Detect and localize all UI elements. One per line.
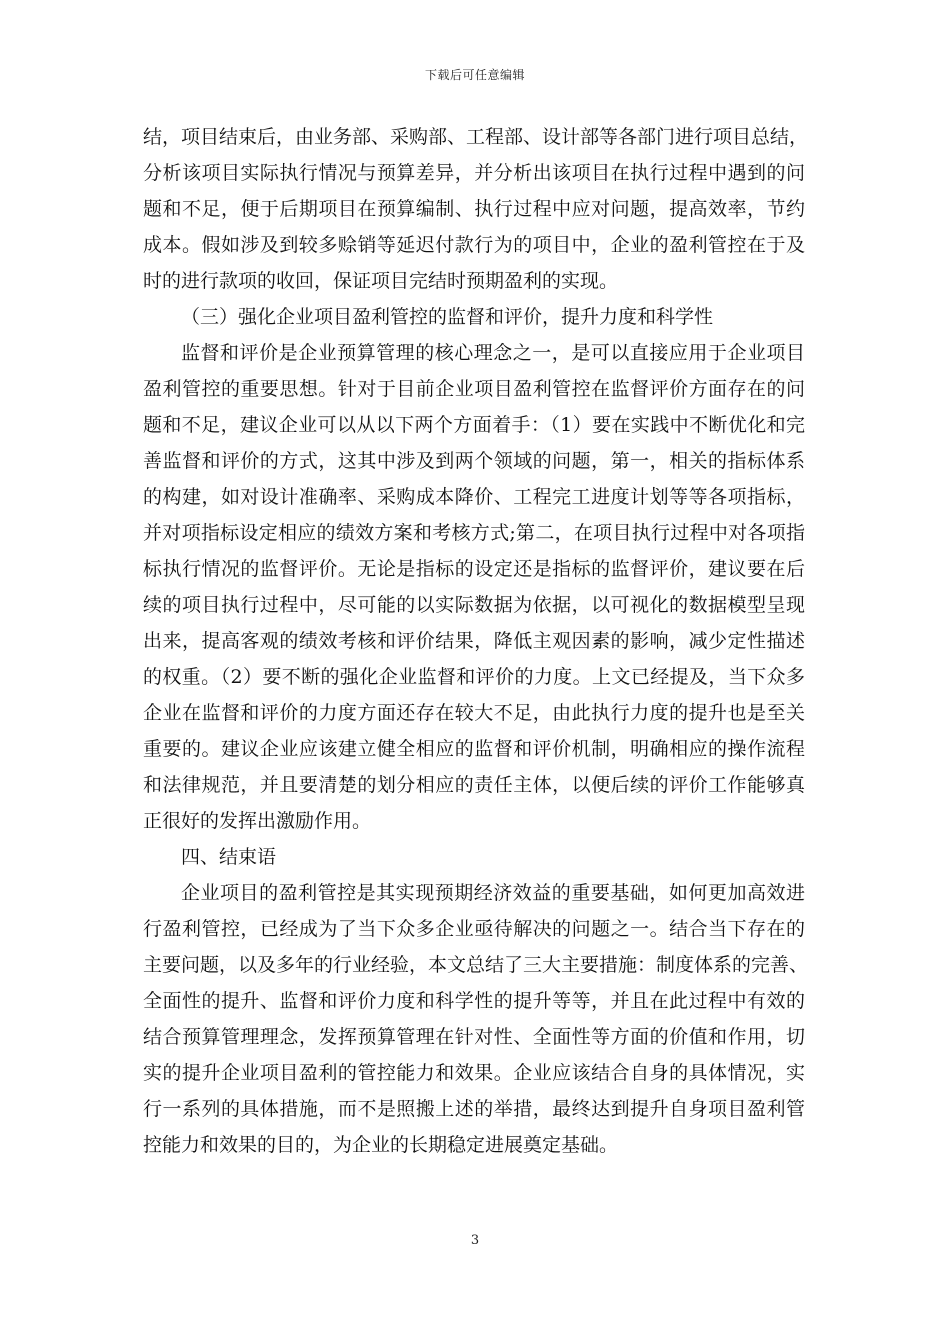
text-line: （三）强化企业项目盈利管控的监督和评价，提升力度和科学性: [181, 306, 714, 328]
text-line: 标执行情况的监督评价。无论是指标的设定还是指标的监督评价，建议要在后: [143, 558, 805, 580]
text-line: 续的项目执行过程中，尽可能的以实际数据为依据，以可视化的数据模型呈现: [143, 594, 805, 616]
text-line: 并对项指标设定相应的绩效方案和考核方式;第二，在项目执行过程中对各项指: [143, 522, 805, 544]
text-line: 实的提升企业项目盈利的管控能力和效果。企业应该结合自身的具体情况，实: [143, 1062, 805, 1084]
text-line: 和法律规范，并且要清楚的划分相应的责任主体，以便后续的评价工作能够真: [143, 774, 805, 796]
text-line: 行一系列的具体措施，而不是照搬上述的举措，最终达到提升自身项目盈利管: [143, 1098, 805, 1120]
text-line: 时的进行款项的收回，保证项目完结时预期盈利的实现。: [143, 270, 619, 292]
text-line: 盈利管控的重要思想。针对于目前企业项目盈利管控在监督评价方面存在的问: [143, 378, 805, 400]
paragraph: [143, 875, 809, 1163]
text-line: 四、结束语: [181, 846, 277, 868]
text-line: 成本。假如涉及到较多赊销等延迟付款行为的项目中，企业的盈利管控在于及: [143, 234, 805, 256]
text-line: 出来，提高客观的绩效考核和评价结果，降低主观因素的影响，减少定性描述: [143, 630, 805, 652]
page-header: 下载后可任意编辑: [424, 68, 525, 82]
text-line: 重要的。建议企业应该建立健全相应的监督和评价机制，明确相应的操作流程: [143, 738, 805, 760]
text-line: 监督和评价是企业预算管理的核心理念之一，是可以直接应用于企业项目: [181, 342, 805, 364]
paragraph: [143, 839, 805, 875]
paragraph: [143, 119, 809, 299]
text-line: 控能力和效果的目的，为企业的长期稳定进展奠定基础。: [143, 1134, 619, 1156]
document-body: [143, 119, 809, 1163]
text-line: 分析该项目实际执行情况与预算差异，并分析出该项目在执行过程中遇到的问: [143, 162, 805, 184]
text-line: 题和不足，便于后期项目在预算编制、执行过程中应对问题，提高效率，节约: [143, 198, 805, 220]
text-line: 正很好的发挥出激励作用。: [143, 810, 372, 832]
text-line: 主要问题，以及多年的行业经验，本文总结了三大主要措施：制度体系的完善、: [143, 954, 809, 976]
text-line: 行盈利管控，已经成为了当下众多企业亟待解决的问题之一。结合当下存在的: [143, 918, 805, 940]
text-line: 结合预算管理理念，发挥预算管理在针对性、全面性等方面的价值和作用，切: [143, 1026, 805, 1048]
text-line: 的构建，如对设计准确率、采购成本降价、工程完工进度计划等等各项指标，: [143, 486, 805, 508]
text-line: 善监督和评价的方式，这其中涉及到两个领域的问题，第一，相关的指标体系: [143, 450, 805, 472]
text-line: 企业项目的盈利管控是其实现预期经济效益的重要基础，如何更加高效进: [181, 882, 805, 904]
text-line: 企业在监督和评价的力度方面还存在较大不足，由此执行力度的提升也是至关: [143, 702, 805, 724]
text-line: 的权重。（2）要不断的强化企业监督和评价的力度。上文已经提及，当下众多: [143, 666, 805, 688]
text-line: 题和不足，建议企业可以从以下两个方面着手：（1）要在实践中不断优化和完: [143, 414, 805, 436]
page-number: 3: [470, 1233, 480, 1248]
text-line: 结，项目结束后，由业务部、采购部、工程部、设计部等各部门进行项目总结，: [143, 126, 809, 148]
paragraph: [143, 299, 805, 335]
text-line: 全面性的提升、监督和评价力度和科学性的提升等等，并且在此过程中有效的: [143, 990, 805, 1012]
paragraph: [143, 335, 805, 839]
